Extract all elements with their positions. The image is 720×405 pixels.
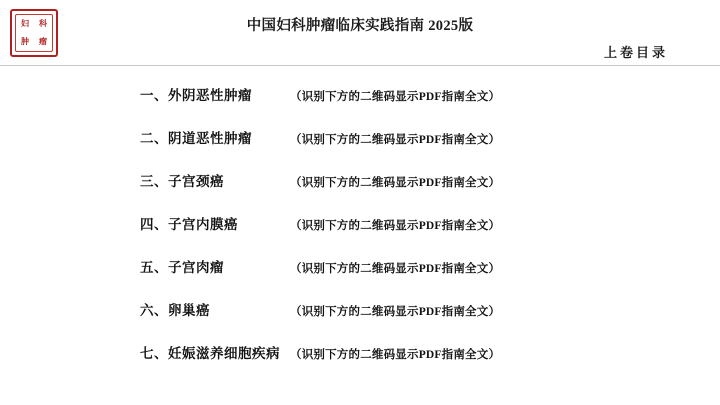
toc-item-note: （识别下方的二维码显示PDF指南全文） [290,220,501,232]
toc-item-title: 四、子宫内膜癌 [140,217,238,232]
header-divider [0,65,720,66]
toc-item-title: 六、卵巢癌 [140,303,210,318]
toc-item-note: （识别下方的二维码显示PDF指南全文） [290,306,501,318]
logo-char-4: 瘤 [39,37,47,46]
toc-item-title: 一、外阴恶性肿瘤 [140,88,252,103]
toc-item-title: 二、阴道恶性肿瘤 [140,131,252,146]
toc-item-note: （识别下方的二维码显示PDF指南全文） [290,177,501,189]
toc-item-title: 五、子宫肉瘤 [140,260,224,275]
logo-char-3: 肿 [21,37,29,46]
toc-item-note: （识别下方的二维码显示PDF指南全文） [290,134,501,146]
page-subtitle: 上卷目录 [603,45,668,60]
toc-item-title: 三、子宫颈癌 [140,174,224,189]
list-item[interactable] [0,342,720,385]
list-item[interactable] [0,84,720,127]
list-item[interactable] [0,299,720,342]
page-title: 中国妇科肿瘤临床实践指南 2025版 [246,18,474,34]
table-of-contents [0,74,720,405]
list-item[interactable] [0,127,720,170]
document-header [0,0,720,66]
toc-item-note: （识别下方的二维码显示PDF指南全文） [290,91,501,103]
toc-item-note: （识别下方的二维码显示PDF指南全文） [290,263,501,275]
logo-char-2: 科 [39,19,47,28]
list-item[interactable] [0,213,720,256]
logo-char-1: 妇 [21,19,29,28]
toc-item-note: （识别下方的二维码显示PDF指南全文） [290,349,501,361]
toc-item-title: 七、妊娠滋养细胞疾病 [140,346,280,361]
list-item[interactable] [0,170,720,213]
list-item[interactable] [0,256,720,299]
